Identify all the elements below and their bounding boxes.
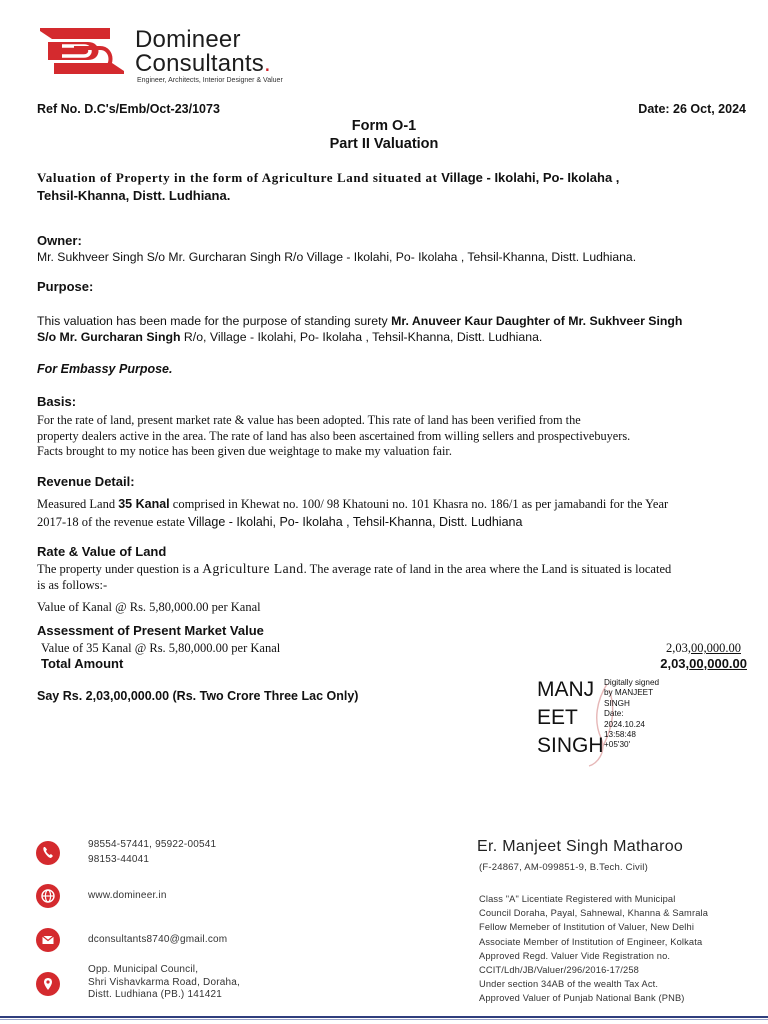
signature-name-part1: MANJ (537, 678, 595, 701)
intro-lead: Valuation of Property in the form of Agriculture Land situated at (37, 170, 438, 185)
assessment-heading: Assessment of Present Market Value (37, 623, 264, 638)
form-title: Form O-1 (351, 118, 417, 134)
brand-tagline: Engineer, Architects, Interior Designer & Valuer (137, 77, 283, 84)
signature-name-part3: SINGH (537, 734, 604, 757)
revenue-heading: Revenue Detail: (37, 474, 135, 489)
footer-rule-thin (0, 1019, 768, 1020)
assessment-line-value: 2,03,00,000.00 (666, 641, 741, 655)
purpose-bold-name-2: S/o Mr. Gurcharan Singh (37, 330, 181, 344)
assessment-line-label: Value of 35 Kanal @ Rs. 5,80,000.00 per Kanal (41, 641, 281, 655)
embassy-purpose: For Embassy Purpose. (37, 362, 173, 376)
engineer-registration: (F-24867, AM-099851-9, B.Tech. Civil) (479, 862, 648, 873)
rate-text: The property under question is a Agriculture Land. The average rate of land in the area where the Land is situated is located is as follows:- Value of Kanal @ Rs. 5,80,000.00 per Kanal (37, 561, 672, 614)
digital-signature (537, 676, 697, 768)
phone-numbers-line1: 98554-57441, 95922-00541 (88, 839, 217, 850)
brand-dot: . (263, 50, 271, 77)
basis-heading: Basis: (37, 394, 77, 409)
intro-paragraph (37, 170, 757, 203)
purpose-heading: Purpose: (37, 279, 94, 294)
amount-in-words: Say Rs. 2,03,00,000.00 (Rs. Two Crore Three Lac Only) (37, 689, 359, 703)
revenue-estate: Village - Ikolahi, Po- Ikolaha , Tehsil-Khanna, Distt. Ludhiana (187, 515, 523, 529)
rate-per-kanal: Value of Kanal @ Rs. 5,80,000.00 per Kanal (37, 600, 261, 614)
reference-number: Ref No. D.C's/Emb/Oct-23/1073 (37, 102, 220, 116)
basis-text: For the rate of land, present market rate & value has been adopted. This rate of land has been verified from the property dealers active in the area. The rate of land has also been ascertained from willing sellers and prospectivebuyers. Facts brought to my notice has been given due weightage to make my valuation fair. (37, 413, 631, 458)
phone-icon (36, 841, 60, 865)
owner-text: Mr. Sukhveer Singh S/o Mr. Gurcharan Singh R/o Village - Ikolahi, Po- Ikolaha , Tehsil-Khanna, Distt. Ludhiana. (37, 250, 637, 264)
rate-heading: Rate & Value of Land (37, 544, 167, 559)
revenue-text: Measured Land 35 Kanal comprised in Khewat no. 100/ 98 Khatouni no. 101 Khasra no. 186/1 as per jamabandi for the Year 2017-18 of the revenue estate Village - Ikolahi, Po- Ikolaha , Tehsil-Khanna, Distt. Ludhiana (37, 497, 669, 529)
intro-location-part2: Tehsil-Khanna, Distt. Ludhiana. (37, 188, 231, 203)
globe-icon (36, 884, 60, 908)
signature-details: Digitally signed by MANJEET SINGH Date: 2024.10.24 13:58:48 +05'30' (604, 678, 660, 750)
revenue-land-measure: 35 Kanal (118, 497, 170, 511)
owner-heading: Owner: (37, 233, 82, 248)
rate-land-type: Agriculture Land (202, 561, 304, 576)
purpose-bold-name-1: Mr. Anuveer Kaur Daughter of Mr. Sukhveer Singh (391, 314, 683, 328)
total-amount-label: Total Amount (41, 656, 124, 671)
brand-name-line1: Domineer (135, 26, 241, 53)
intro-location-part1: Village - Ikolahi, Po- Ikolaha , (441, 170, 620, 185)
purpose-text: This valuation has been made for the purpose of standing surety Mr. Anuveer Kaur Daughter of Mr. Sukhveer Singh S/o Mr. Gurcharan Singh R/o, Village - Ikolahi, Po- Ikolaha , Tehsil-Khanna, Distt. Ludhiana. (37, 314, 683, 344)
part-title: Part II Valuation (329, 136, 439, 152)
email-icon (36, 928, 60, 952)
phone-numbers-line2: 98153-44041 (88, 854, 150, 865)
signature-name-part2: EET (537, 706, 578, 729)
engineer-credentials: Class "A" Licentiate Registered with Municipal Council Doraha, Payal, Sahnewal, Khanna & Samrala Fellow Memeber of Institution of Valuer, New Delhi Associate Member of Institution of Engineer, Kolkata Approved Regd. Valuer Vide Registration no. CCIT/Ldh/JB/Valuer/296/2016-17/258 Under section 34AB of the wealth Tax Act. Approved Valuer of Punjab National Bank (PNB) (479, 894, 709, 1004)
office-address: Opp. Municipal Council, Shri Vishavkarma Road, Doraha, Distt. Ludhiana (PB.) 141421 (88, 964, 240, 1000)
document-date: Date: 26 Oct, 2024 (638, 102, 746, 116)
location-pin-icon (36, 972, 60, 996)
engineer-name: Er. Manjeet Singh Matharoo (477, 838, 684, 855)
company-logo-icon (40, 28, 124, 74)
brand-name-line2: Consultants. (135, 50, 271, 77)
footer-rule (0, 1016, 768, 1018)
email-address[interactable]: dconsultants8740@gmail.com (88, 934, 228, 945)
total-amount-value: 2,03,00,000.00 (660, 656, 747, 671)
website[interactable]: www.domineer.in (88, 890, 167, 901)
